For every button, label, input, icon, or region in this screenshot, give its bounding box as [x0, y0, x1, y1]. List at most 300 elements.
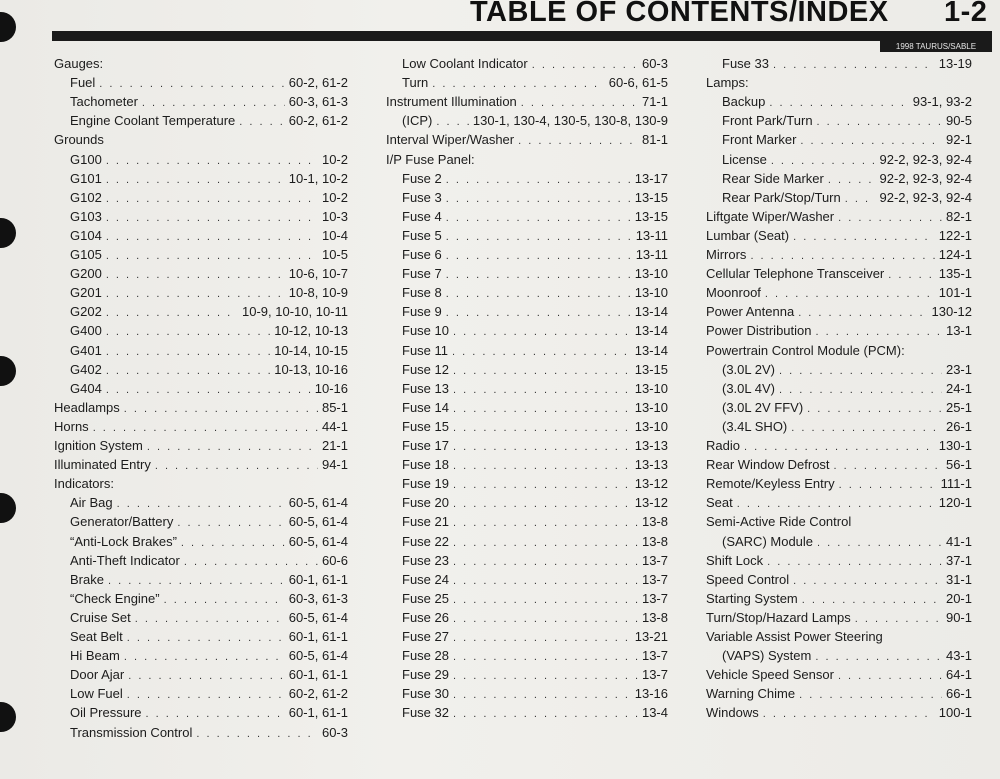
index-entry — [54, 704, 348, 722]
entry-label: G400 — [70, 323, 102, 339]
entry-pages: 94-1 — [321, 457, 348, 473]
entry-label: Fuse 29 — [402, 667, 449, 683]
entry-label: Fuse 23 — [402, 552, 449, 568]
dot-leader — [106, 362, 270, 380]
dot-leader — [106, 190, 318, 208]
dot-leader — [888, 266, 935, 284]
index-entry — [386, 475, 668, 493]
index-entry — [54, 666, 348, 684]
entry-pages: 26-1 — [945, 418, 972, 434]
dot-leader — [771, 152, 876, 170]
entry-pages: 10-4 — [321, 227, 348, 243]
index-entry — [706, 322, 972, 340]
index-entry — [54, 609, 348, 627]
index-entry — [386, 361, 668, 379]
index-entry — [386, 265, 668, 283]
dot-leader — [763, 705, 935, 723]
dot-leader — [453, 495, 631, 513]
entry-label: Fuse 32 — [402, 705, 449, 721]
entry-label: Engine Coolant Temperature — [70, 113, 236, 129]
dot-leader — [453, 629, 631, 647]
entry-pages: 85-1 — [321, 399, 348, 415]
index-entry — [706, 151, 972, 169]
index-entry — [54, 55, 348, 73]
entry-label: G102 — [70, 189, 102, 205]
index-entry — [386, 303, 668, 321]
dot-leader — [817, 113, 942, 131]
entry-pages: 10-3 — [321, 208, 348, 224]
dot-leader — [453, 362, 631, 380]
entry-label: Remote/Keyless Entry — [706, 476, 835, 492]
dot-leader — [453, 610, 638, 628]
index-entry — [54, 151, 348, 169]
entry-pages: 60-2, 61-2 — [288, 75, 348, 91]
entry-pages: 13-10 — [634, 399, 668, 415]
entry-label: Rear Park/Stop/Turn — [722, 189, 841, 205]
dot-leader — [807, 400, 942, 418]
entry-pages: 122-1 — [938, 227, 972, 243]
index-entry — [386, 647, 668, 665]
dot-leader — [453, 419, 631, 437]
index-entry — [386, 189, 668, 207]
entry-pages: 13-11 — [635, 247, 668, 262]
entry-pages: 10-5 — [321, 247, 348, 262]
index-entry — [54, 74, 348, 92]
entry-label: Fuse 3 — [402, 189, 442, 205]
dot-leader — [446, 171, 631, 189]
dot-leader — [446, 304, 631, 322]
entry-pages: 60-5, 61-4 — [288, 514, 348, 530]
entry-label: Fuse 27 — [402, 629, 449, 644]
index-entry — [386, 322, 668, 340]
entry-pages: 13-17 — [634, 170, 668, 186]
entry-pages: 13-12 — [634, 476, 668, 492]
entry-pages: 13-11 — [635, 227, 668, 243]
entry-label: G401 — [70, 342, 102, 358]
entry-pages: 56-1 — [945, 457, 972, 473]
dot-leader — [744, 438, 935, 456]
index-entry — [386, 704, 668, 722]
index-entry — [706, 380, 972, 398]
index-entry — [706, 284, 972, 302]
page-title: TABLE OF CONTENTS/INDEX — [470, 0, 889, 28]
entry-pages: 10-16 — [314, 380, 348, 396]
entry-pages: 13-13 — [634, 438, 668, 453]
entry-pages: 135-1 — [938, 266, 972, 282]
dot-leader — [196, 725, 318, 743]
dot-leader — [93, 419, 318, 437]
entry-pages: 81-1 — [641, 132, 668, 148]
index-entry — [386, 131, 668, 149]
entry-label: Fuse 15 — [402, 418, 449, 434]
entry-label: (VAPS) System — [722, 648, 812, 664]
dot-leader — [106, 343, 270, 361]
entry-label: G104 — [70, 227, 102, 243]
index-entry — [706, 208, 972, 226]
dot-leader — [436, 113, 469, 131]
dot-leader — [838, 209, 942, 227]
entry-pages: 13-16 — [634, 686, 668, 702]
binder-hole — [0, 702, 16, 732]
entry-pages: 13-14 — [634, 323, 668, 339]
dot-leader — [793, 572, 942, 590]
dot-leader — [106, 266, 285, 284]
entry-label: Variable Assist Power Steering — [706, 629, 883, 644]
entry-pages: 90-5 — [945, 113, 972, 129]
dot-leader — [106, 304, 238, 322]
entry-label: Shift Lock — [706, 552, 764, 568]
dot-leader — [750, 247, 934, 265]
entry-pages: 21-1 — [321, 438, 348, 453]
entry-label: Rear Side Marker — [722, 170, 824, 186]
index-entry — [706, 704, 972, 722]
index-entry — [706, 246, 972, 264]
entry-label: Fuse 19 — [402, 476, 449, 492]
entry-label: Fuse 7 — [402, 266, 442, 282]
entry-label: Turn/Stop/Hazard Lamps — [706, 609, 851, 625]
index-entry — [706, 227, 972, 245]
index-entry — [706, 93, 972, 111]
binder-hole — [0, 356, 16, 386]
dot-leader — [106, 228, 318, 246]
entry-pages: 13-15 — [634, 189, 668, 205]
entry-pages: 41-1 — [945, 533, 972, 549]
index-entry — [386, 609, 668, 627]
dot-leader — [779, 381, 942, 399]
index-entry — [706, 628, 972, 646]
entry-label: Interval Wiper/Washer — [386, 132, 515, 148]
index-entry — [706, 552, 972, 570]
index-entry — [386, 437, 668, 455]
entry-label: Low Coolant Indicator — [402, 56, 528, 71]
index-entry — [386, 552, 668, 570]
dot-leader — [446, 247, 632, 265]
dot-leader — [521, 94, 638, 112]
vehicle-subtitle: 1998 TAURUS/SABLE — [880, 41, 992, 52]
index-entry — [54, 590, 348, 608]
entry-label: (ICP) — [402, 113, 433, 129]
entry-pages: 130-1, 130-4, 130-5, 130-8, 130-9 — [472, 113, 668, 129]
entry-label: Fuse 5 — [402, 227, 442, 243]
entry-pages: 60-3 — [321, 724, 348, 740]
dot-leader — [855, 610, 942, 628]
entry-label: Fuel — [70, 75, 96, 91]
entry-label: Fuse 4 — [402, 208, 442, 224]
entry-label: Door Ajar — [70, 667, 125, 683]
header-rule — [52, 31, 992, 41]
dot-leader — [124, 400, 318, 418]
dot-leader — [773, 56, 935, 74]
entry-label: Cellular Telephone Transceiver — [706, 266, 885, 282]
entry-pages: 13-7 — [641, 590, 668, 606]
entry-pages: 37-1 — [945, 552, 972, 568]
entry-label: Starting System — [706, 590, 798, 606]
index-entry — [706, 131, 972, 149]
index-entry — [54, 380, 348, 398]
index-entry — [706, 418, 972, 436]
index-entry — [54, 647, 348, 665]
dot-leader — [453, 648, 638, 666]
index-entry — [54, 437, 348, 455]
entry-label: Fuse 20 — [402, 495, 449, 511]
dot-leader — [834, 457, 942, 475]
dot-leader — [453, 553, 638, 571]
entry-pages: 92-1 — [945, 132, 972, 148]
entry-label: Lamps: — [706, 75, 749, 91]
entry-label: G404 — [70, 380, 102, 396]
dot-leader — [106, 381, 311, 399]
entry-label: Indicators: — [54, 476, 114, 492]
dot-leader — [798, 304, 927, 322]
index-entry — [706, 342, 972, 360]
entry-label: Low Fuel — [70, 686, 123, 702]
entry-pages: 10-8, 10-9 — [288, 285, 348, 301]
entry-pages: 13-1 — [945, 323, 972, 339]
index-entry — [54, 475, 348, 493]
dot-leader — [106, 285, 285, 303]
index-entry — [386, 456, 668, 474]
entry-label: Fuse 33 — [722, 56, 769, 71]
index-entry — [386, 208, 668, 226]
entry-label: Fuse 14 — [402, 399, 449, 415]
dot-leader — [453, 534, 638, 552]
index-entry — [54, 265, 348, 283]
entry-pages: 25-1 — [945, 399, 972, 415]
entry-label: (3.4L SHO) — [722, 418, 788, 434]
dot-leader — [845, 190, 876, 208]
index-entry — [54, 552, 348, 570]
entry-pages: 13-8 — [641, 533, 668, 549]
entry-pages: 60-1, 61-1 — [288, 571, 348, 587]
dot-leader — [816, 323, 942, 341]
dot-leader — [432, 75, 604, 93]
entry-label: Brake — [70, 571, 104, 587]
index-entry — [386, 513, 668, 531]
entry-label: Vehicle Speed Sensor — [706, 667, 834, 683]
index-entry — [706, 609, 972, 627]
binder-hole — [0, 493, 16, 523]
dot-leader — [453, 438, 631, 456]
index-entry — [54, 418, 348, 436]
index-entry — [54, 456, 348, 474]
dot-leader — [99, 75, 284, 93]
dot-leader — [838, 667, 942, 685]
entry-label: G202 — [70, 304, 102, 320]
index-entry — [386, 590, 668, 608]
dot-leader — [128, 667, 285, 685]
dot-leader — [769, 94, 908, 112]
entry-pages: 66-1 — [945, 686, 972, 702]
entry-label: Seat Belt — [70, 629, 123, 644]
index-entry — [706, 74, 972, 92]
entry-label: Fuse 25 — [402, 590, 449, 606]
index-entry — [386, 55, 668, 73]
entry-pages: 13-10 — [634, 266, 668, 282]
entry-pages: 60-5, 61-4 — [288, 609, 348, 625]
entry-pages: 20-1 — [945, 590, 972, 606]
entry-pages: 24-1 — [945, 380, 972, 396]
index-entry — [54, 342, 348, 360]
binder-hole — [0, 12, 16, 42]
index-entry — [54, 322, 348, 340]
dot-leader — [532, 56, 638, 74]
entry-pages: 10-6, 10-7 — [288, 266, 348, 282]
entry-pages: 13-14 — [634, 342, 668, 358]
dot-leader — [155, 457, 318, 475]
dot-leader — [518, 132, 638, 150]
index-entry — [386, 284, 668, 302]
index-entry — [386, 418, 668, 436]
entry-pages: 44-1 — [321, 418, 348, 434]
entry-pages: 13-7 — [641, 571, 668, 587]
index-entry — [706, 456, 972, 474]
index-entry — [54, 399, 348, 417]
index-entry — [54, 170, 348, 188]
dot-leader — [765, 285, 935, 303]
entry-label: Oil Pressure — [70, 705, 142, 721]
index-entry — [706, 475, 972, 493]
index-entry — [386, 170, 668, 188]
entry-pages: 13-10 — [634, 418, 668, 434]
dot-leader — [800, 132, 942, 150]
dot-leader — [446, 285, 631, 303]
entry-label: Fuse 8 — [402, 285, 442, 301]
entry-pages: 120-1 — [938, 495, 972, 511]
index-entry — [706, 170, 972, 188]
entry-label: Headlamps — [54, 399, 120, 415]
entry-pages: 60-3, 61-3 — [288, 590, 348, 606]
entry-pages: 60-6 — [321, 552, 348, 568]
entry-pages: 124-1 — [938, 247, 972, 262]
dot-leader — [453, 323, 631, 341]
entry-label: G101 — [70, 170, 102, 186]
entry-label: Generator/Battery — [70, 514, 174, 530]
index-entry — [706, 666, 972, 684]
entry-pages: 43-1 — [945, 648, 972, 664]
entry-pages: 92-2, 92-3, 92-4 — [879, 189, 972, 205]
dot-leader — [106, 323, 270, 341]
entry-pages: 60-5, 61-4 — [288, 533, 348, 549]
dot-leader — [446, 190, 631, 208]
dot-leader — [802, 591, 942, 609]
entry-label: Instrument Illumination — [386, 94, 517, 110]
entry-label: G200 — [70, 266, 102, 282]
entry-label: Powertrain Control Module (PCM): — [706, 342, 905, 358]
index-entry — [54, 246, 348, 264]
entry-label: Horns — [54, 418, 89, 434]
entry-label: Fuse 21 — [402, 514, 449, 530]
entry-label: Power Distribution — [706, 323, 812, 339]
dot-leader — [239, 113, 284, 131]
dot-leader — [791, 419, 942, 437]
entry-pages: 10-14, 10-15 — [274, 342, 348, 358]
dot-leader — [164, 591, 285, 609]
index-entry — [54, 131, 348, 149]
entry-pages: 92-2, 92-3, 92-4 — [879, 170, 972, 186]
entry-label: Fuse 26 — [402, 609, 449, 625]
entry-label: Tachometer — [70, 94, 138, 110]
entry-pages: 60-5, 61-4 — [288, 648, 348, 664]
index-entry — [706, 533, 972, 551]
dot-leader — [799, 686, 942, 704]
dot-leader — [453, 400, 631, 418]
index-entry — [386, 227, 668, 245]
index-entry — [54, 227, 348, 245]
dot-leader — [146, 705, 285, 723]
dot-leader — [839, 476, 937, 494]
entry-label: License — [722, 151, 767, 167]
index-entry — [386, 494, 668, 512]
entry-pages: 60-1, 61-1 — [288, 629, 348, 644]
entry-label: Fuse 30 — [402, 686, 449, 702]
index-entry — [54, 303, 348, 321]
dot-leader — [737, 495, 935, 513]
dot-leader — [453, 705, 638, 723]
entry-label: Air Bag — [70, 495, 113, 511]
entry-label: Fuse 13 — [402, 380, 449, 396]
index-entry — [386, 93, 668, 111]
dot-leader — [177, 514, 284, 532]
dot-leader — [452, 343, 631, 361]
entry-label: Fuse 12 — [402, 361, 449, 377]
dot-leader — [453, 381, 631, 399]
index-entry — [54, 571, 348, 589]
entry-pages: 60-2, 61-2 — [288, 686, 348, 702]
entry-pages: 13-7 — [641, 552, 668, 568]
entry-pages: 60-1, 61-1 — [288, 705, 348, 721]
index-entry — [706, 265, 972, 283]
dot-leader — [793, 228, 935, 246]
entry-label: Fuse 22 — [402, 533, 449, 549]
index-entry — [706, 189, 972, 207]
dot-leader — [117, 495, 285, 513]
index-entry — [54, 513, 348, 531]
index-entry — [386, 628, 668, 646]
entry-label: G402 — [70, 361, 102, 377]
entry-pages: 13-4 — [641, 705, 668, 721]
entry-pages: 10-12, 10-13 — [274, 323, 348, 339]
entry-label: Mirrors — [706, 247, 747, 262]
entry-pages: 10-13, 10-16 — [274, 361, 348, 377]
index-entry — [54, 628, 348, 646]
entry-pages: 130-1 — [938, 438, 972, 453]
index-entry — [706, 685, 972, 703]
entry-label: Fuse 11 — [402, 342, 449, 358]
dot-leader — [127, 686, 285, 704]
dot-leader — [453, 591, 638, 609]
entry-label: Lumbar (Seat) — [706, 227, 790, 243]
index-entry — [706, 590, 972, 608]
dot-leader — [453, 572, 638, 590]
index-entry — [706, 513, 972, 531]
entry-pages: 13-7 — [641, 648, 668, 664]
dot-leader — [142, 94, 285, 112]
entry-pages: 31-1 — [945, 571, 972, 587]
entry-label: (3.0L 2V FFV) — [722, 399, 804, 415]
binder-hole — [0, 218, 16, 248]
entry-label: Power Antenna — [706, 304, 795, 320]
entry-label: (3.0L 2V) — [722, 361, 775, 377]
entry-label: Cruise Set — [70, 609, 131, 625]
entry-label: Fuse 9 — [402, 304, 442, 320]
entry-label: Windows — [706, 705, 759, 721]
entry-label: Semi-Active Ride Control — [706, 514, 852, 530]
index-entry — [386, 246, 668, 264]
dot-leader — [106, 152, 318, 170]
entry-label: Backup — [722, 94, 766, 110]
entry-label: Rear Window Defrost — [706, 457, 830, 473]
entry-label: Front Marker — [722, 132, 797, 148]
